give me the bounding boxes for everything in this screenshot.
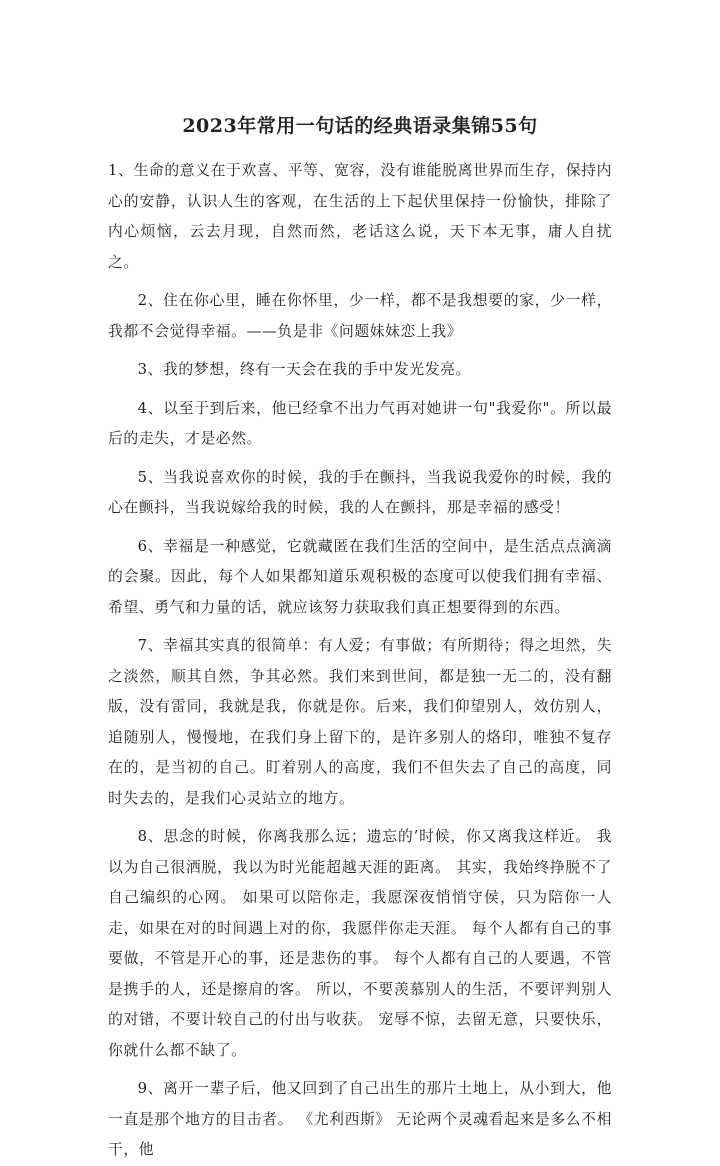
paragraph-8: 8、思念的时候，你离我那么远；遗忘的’时候，你又离我这样近。 我以为自己很洒脱，我以为时光能超越天涯的距离。 其实，我始终挣脱不了自己编织的心网。 如果可以陪你走，我愿深夜悄悄守侯，只为陪你一人走，如果在对的时间遇上对的你，我愿伴你走天涯。 每个人都有自己的事要做，不管是开心的事，还是悲伤的事。 每个人都有自己的人要遇，不管是携手的人，还是擦肩的客。 所以，不要羡慕别人的生活，不要评判别人的对错，不要计较自己的付出与收获。 宠辱不惊，去留无意，只要快乐，你就什么都不缺了。 bbox=[108, 828, 612, 1059]
paragraph-1: 1、生命的意义在于欢喜、平等、宽容，没有谁能脱离世界而生存，保持内心的安静，认识人生的客观，在生活的上下起伏里保持一份愉快，排除了内心烦恼，云去月现，自然而然，老话这么说，天下本无事，庸人自扰之。 bbox=[108, 162, 612, 271]
paragraph-7: 7、幸福其实真的很简单：有人爱；有事做；有所期待；得之坦然，失之淡然，顺其自然，争其必然。我们来到世间，都是独一无二的，没有翻版，没有雷同，我就是我，你就是你。后来，我们仰望别人，效仿别人，追随别人，慢慢地，在我们身上留下的，是许多别人的烙印，唯独不复存在的，是当初的自己。盯着别人的高度，我们不但失去了自己的高度，同时失去的，是我们心灵站立的地方。 bbox=[108, 637, 612, 807]
paragraph-9: 9、离开一辈子后，他又回到了自己出生的那片土地上，从小到大，他一直是那个地方的目击者。 《尤利西斯》 无论两个灵魂看起来是多么不相干，他 bbox=[108, 1080, 612, 1158]
paragraph-2: 2、住在你心里，睡在你怀里，少一样，都不是我想要的家，少一样，我都不会觉得幸福。——负是非《问题妹妹恋上我》 bbox=[108, 292, 612, 340]
paragraph-3: 3、我的梦想，终有一天会在我的手中发光发亮。 bbox=[137, 361, 471, 378]
paragraph-6: 6、幸福是一种感觉，它就藏匿在我们生活的空间中，是生活点点滴滴的会聚。因此，每个人如果都知道乐观积极的态度可以使我们拥有幸福、希望、勇气和力量的话，就应该努力获取我们真正想要得到的东西。 bbox=[108, 537, 612, 616]
paragraph-4: 4、以至于到后来，他已经拿不出力气再对她讲一句"我爱你"。所以最后的走失，才是必然。 bbox=[108, 399, 612, 447]
paragraph-5: 5、当我说喜欢你的时候，我的手在颤抖，当我说我爱你的时候，我的心在颤抖，当我说嫁给我的时候，我的人在颤抖，那是幸福的感受！ bbox=[108, 468, 612, 516]
document-title: 2023年常用一句话的经典语录集锦55句 bbox=[182, 115, 538, 137]
